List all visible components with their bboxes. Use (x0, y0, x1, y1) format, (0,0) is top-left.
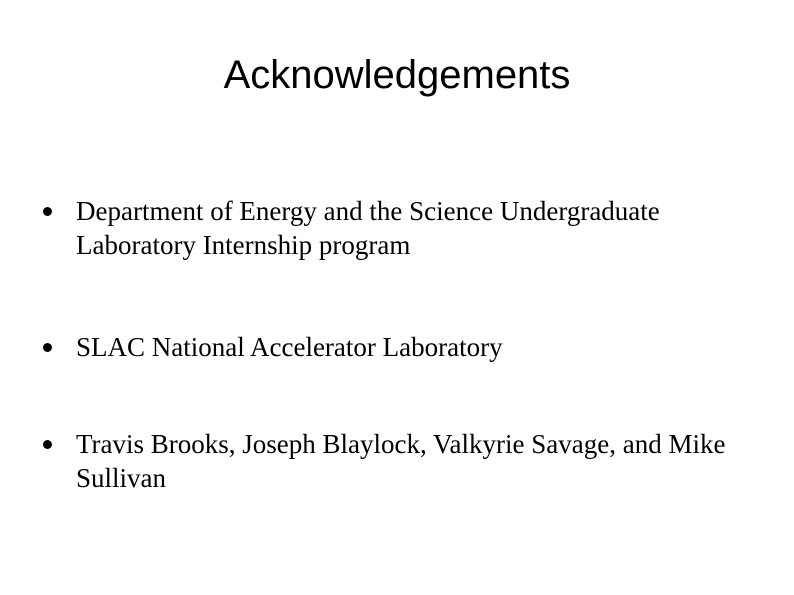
bullet-text: SLAC National Accelerator Laboratory (76, 332, 503, 362)
bullet-dot-icon (43, 343, 52, 352)
bullet-text: Travis Brooks, Joseph Blaylock, Valkyrie Savage, and Mike Sullivan (76, 429, 726, 493)
bullet-text: Department of Energy and the Science Undergraduate Laboratory Internship program (76, 196, 660, 260)
bullet-dot-icon (43, 207, 52, 216)
slide-title: Acknowledgements (223, 53, 571, 97)
bullet-dot-icon (43, 440, 52, 449)
